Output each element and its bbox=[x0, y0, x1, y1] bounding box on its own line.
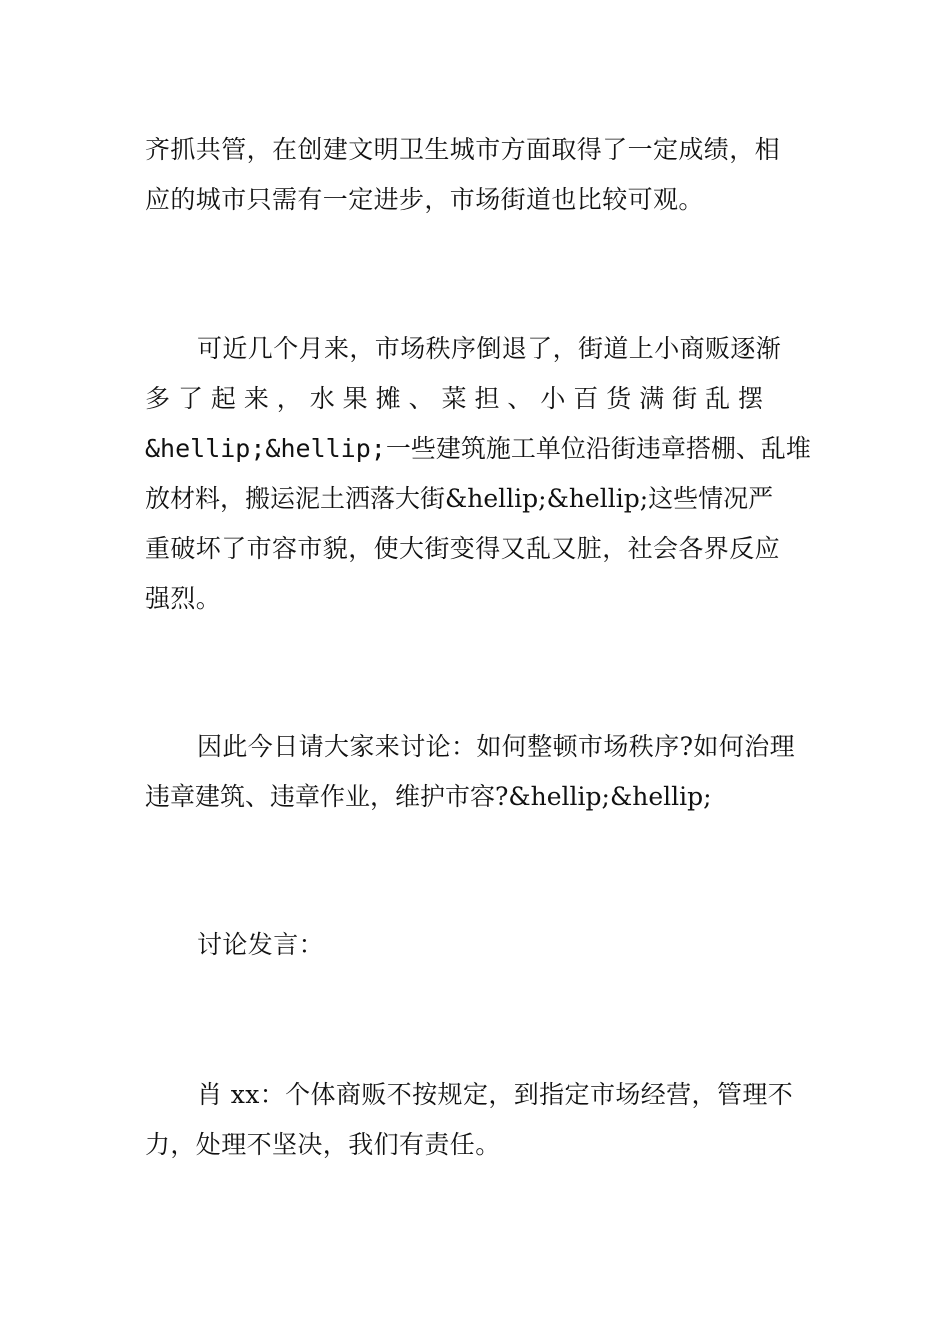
paragraph-line: 讨论发言： bbox=[197, 930, 325, 959]
paragraph-line: 应的城市只需有一定进步，市场街道也比较可观。 bbox=[145, 185, 704, 214]
paragraph-5 bbox=[145, 1070, 805, 1170]
paragraph-line: 放材料，搬运泥土洒落大街&hellip;&hellip;这些情况严 bbox=[145, 484, 774, 513]
paragraph-line: 违章建筑、违章作业，维护市容?&hellip;&hellip; bbox=[145, 782, 712, 811]
paragraph-line: 强烈。 bbox=[145, 584, 222, 613]
paragraph-line: 重破坏了市容市貌，使大街变得又乱又脏，社会各界反应 bbox=[145, 534, 781, 563]
paragraph-3 bbox=[145, 722, 805, 822]
paragraph-line: 因此今日请大家来讨论：如何整顿市场秩序?如何治理 bbox=[197, 732, 796, 761]
paragraph-line: 多 了 起 来 ， 水 果 摊 、 菜 担 、 小 百 货 满 街 乱 摆 bbox=[145, 384, 764, 413]
paragraph-4 bbox=[145, 920, 805, 970]
paragraph-line: 可近几个月来，市场秩序倒退了，街道上小商贩逐渐 bbox=[197, 334, 782, 363]
paragraph-line: &hellip;&hellip;一些建筑施工单位沿街违章搭棚、乱堆 bbox=[145, 434, 811, 463]
paragraph-line: 肖 xx：个体商贩不按规定，到指定市场经营，管理不 bbox=[197, 1080, 794, 1109]
paragraph-line: 齐抓共管，在创建文明卫生城市方面取得了一定成绩，相 bbox=[145, 135, 781, 164]
paragraph-line: 力，处理不坚决，我们有责任。 bbox=[145, 1130, 501, 1159]
paragraph-1 bbox=[145, 125, 805, 225]
paragraph-2 bbox=[145, 324, 811, 624]
